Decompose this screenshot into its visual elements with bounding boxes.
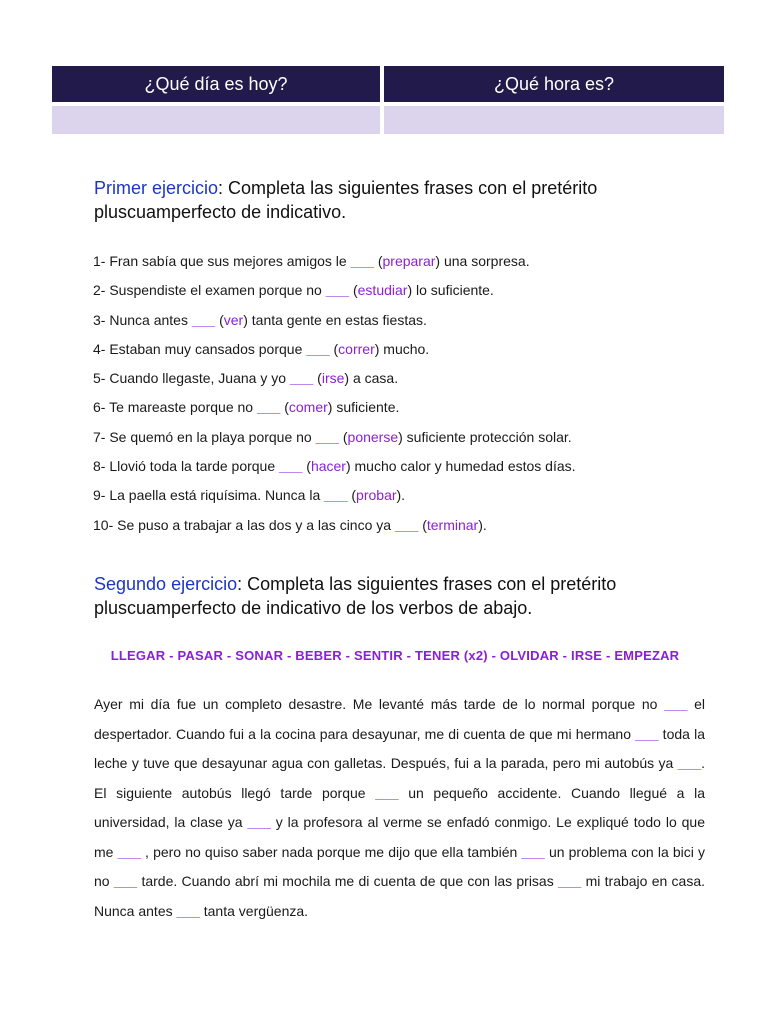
sentence-text: 3- Nunca antes	[93, 311, 192, 328]
verb-hint: ponerse	[347, 428, 399, 445]
sentence-text: ) una sorpresa.	[435, 253, 530, 269]
exercise-1-item-5	[93, 367, 713, 396]
sentence-text: 1- Fran sabía que sus mejores amigos le	[93, 253, 351, 269]
answer-blank[interactable]: ___	[325, 282, 350, 299]
verb-hint: probar	[356, 487, 397, 504]
paragraph-text: un pequeño accidente. Cuando llegué a la universidad, la clase ya	[94, 784, 705, 830]
exercise-1-item-3	[93, 309, 713, 338]
day-answer-field[interactable]	[52, 106, 380, 134]
verb-list: LLEGAR - PASAR - SONAR - BEBER - SENTIR - TENER (x2) - OLVIDAR - IRSE - EMPEZAR	[110, 648, 680, 663]
sentence-text: (	[302, 458, 311, 475]
header-day-question: ¿Qué día es hoy?	[52, 66, 380, 102]
sentence-text: ) a casa.	[344, 370, 399, 387]
time-answer-field[interactable]	[384, 106, 724, 134]
paragraph-text: tanta vergüenza.	[199, 902, 309, 919]
exercise-1-label: Primer ejercicio	[94, 178, 219, 198]
verb-hint: comer	[288, 399, 328, 416]
answer-blank[interactable]: ___	[113, 873, 138, 889]
answer-blank[interactable]: ___	[635, 725, 659, 742]
sentence-text: 5- Cuando llegaste, Juana y yo	[93, 370, 290, 387]
answer-blank[interactable]: ___	[256, 399, 281, 416]
verb-hint: irse	[321, 370, 345, 387]
answer-blank[interactable]: ___	[176, 902, 200, 919]
exercise-1-item-10	[93, 514, 713, 543]
verb-hint: ver	[223, 311, 244, 328]
answer-blank[interactable]: ___	[306, 340, 330, 357]
paragraph-text: y la profesora al verme se enfadó conmigo. Le expliqué todo lo que me	[94, 814, 705, 860]
exercise-1-item-1	[93, 250, 713, 279]
paragraph-text: . El siguiente autobús llegó tarde porque	[94, 755, 705, 801]
answer-blank[interactable]: ___	[394, 516, 419, 533]
sentence-text: ) suficiente.	[327, 399, 400, 416]
answer-blank[interactable]: ___	[289, 370, 314, 387]
exercise-2-instruction: Completa las siguientes frases con el pretérito pluscuamperfecto de indicativo de los verbos de abajo.	[94, 574, 617, 618]
sentence-text: (	[215, 311, 224, 328]
verb-hint: preparar	[382, 253, 436, 269]
sentence-text: (	[349, 282, 358, 299]
sentence-text: ) mucho.	[374, 340, 430, 357]
answer-blank[interactable]: ___	[557, 873, 582, 889]
sentence-text: 7- Se quemó en la playa porque no	[93, 428, 316, 445]
answer-blank[interactable]: ___	[521, 843, 545, 860]
sentence-text: (	[313, 370, 322, 387]
paragraph-text: , pero no quiso saber nada porque me dijo que ella también	[140, 843, 522, 860]
exercise-1-item-2	[93, 279, 713, 308]
sentence-text: ) suficiente protección solar.	[398, 428, 572, 445]
sentence-text: (	[347, 487, 357, 504]
sentence-text: (	[373, 253, 383, 269]
exercise-1-item-6	[93, 396, 713, 425]
answer-blank[interactable]: ___	[664, 696, 688, 712]
exercise-1-instruction: Completa las siguientes frases con el pretérito pluscuamperfecto de indicativo.	[94, 178, 598, 222]
verb-hint: terminar	[426, 516, 479, 533]
exercise-1-item-9	[93, 484, 713, 513]
exercise-1-item-7	[93, 426, 713, 455]
paragraph-text: mi trabajo en casa. Nunca antes	[94, 873, 706, 919]
sentence-text: 4- Estaban muy cansados porque	[93, 340, 307, 357]
exercise-1-list	[93, 250, 713, 543]
paragraph-text: el despertador. Cuando fui a la cocina para desayunar, me di cuenta de que mi hermano	[94, 696, 705, 742]
exercise-1-title: Primer ejercicio: Completa las siguientes frases con el pretérito pluscuamperfecto de indicativo.	[94, 178, 598, 222]
sentence-text: ).	[396, 487, 406, 504]
sentence-text: 2- Suspendiste el examen porque no	[93, 282, 326, 299]
answer-blank[interactable]: ___	[350, 253, 374, 269]
verb-hint: estudiar	[357, 282, 408, 299]
sentence-text: (	[338, 428, 348, 445]
answer-blank[interactable]: ___	[315, 428, 339, 445]
sentence-text: 6- Te mareaste porque no	[93, 399, 257, 416]
paragraph-text: tarde. Cuando abrí mi mochila me di cuenta de que con las prisas	[137, 873, 558, 889]
sentence-text: (	[418, 516, 427, 533]
exercise-2-paragraph	[94, 690, 705, 926]
answer-blank[interactable]: ___	[324, 487, 348, 504]
exercise-1-item-4	[93, 338, 713, 367]
sentence-text: (	[329, 340, 339, 357]
sentence-text: 10- Se puso a trabajar a las dos y a las cinco ya	[93, 516, 395, 533]
paragraph-text: toda la leche y tuve que desayunar agua con galletas. Después, fui a la parada, pero mi autobús ya	[94, 725, 705, 771]
sentence-text: ) mucho calor y humedad estos días.	[345, 458, 576, 475]
sentence-text: ) tanta gente en estas fiestas.	[243, 311, 427, 328]
sentence-text: ).	[478, 516, 487, 533]
verb-hint: hacer	[310, 458, 346, 475]
sentence-text: (	[280, 399, 289, 416]
paragraph-text: un problema con la bici y no	[94, 843, 705, 889]
exercise-2-label: Segundo ejercicio	[94, 574, 238, 594]
date-time-table	[52, 66, 724, 134]
verb-hint: correr	[338, 340, 375, 357]
paragraph-text: Ayer mi día fue un completo desastre. Me levanté más tarde de lo normal porque no	[94, 696, 665, 712]
answer-blank[interactable]: ___	[247, 814, 271, 830]
answer-blank[interactable]: ___	[191, 311, 216, 328]
answer-blank[interactable]: ___	[677, 755, 702, 771]
answer-blank[interactable]: ___	[279, 458, 303, 475]
sentence-text: 8- Llovió toda la tarde porque	[93, 458, 280, 475]
answer-blank[interactable]: ___	[117, 843, 141, 860]
sentence-text: 9- La paella está riquísima. Nunca la	[93, 487, 325, 504]
answer-blank[interactable]: ___	[375, 784, 399, 801]
exercise-1-item-8	[93, 455, 713, 484]
exercise-2-title: Segundo ejercicio: Completa las siguientes frases con el pretérito pluscuamperfecto de indicativo de los verbos de abajo.	[94, 574, 617, 618]
sentence-text: ) lo suficiente.	[407, 282, 494, 299]
header-time-question: ¿Qué hora es?	[384, 66, 724, 102]
